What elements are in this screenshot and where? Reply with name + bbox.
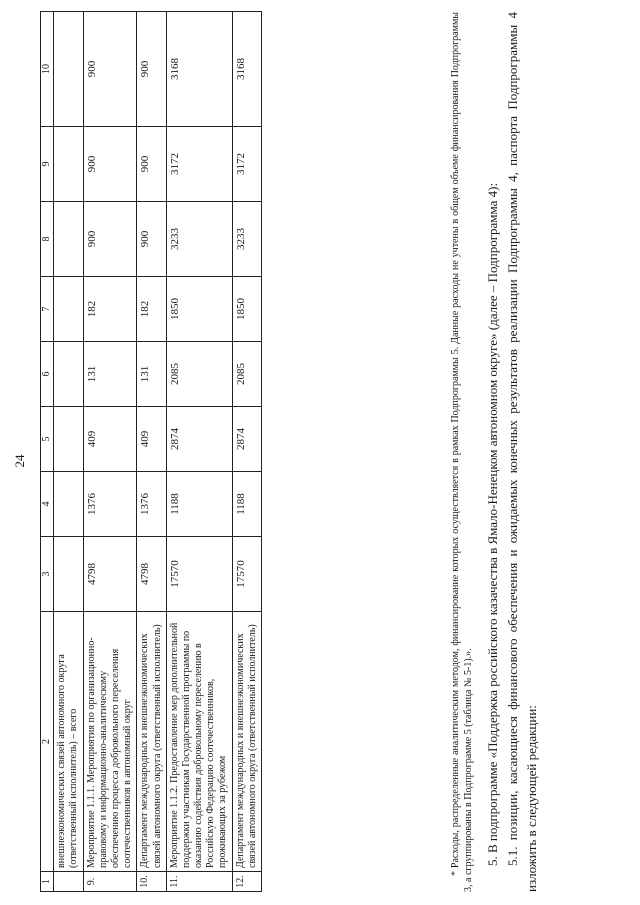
table-row (166, 12, 232, 892)
row-name-cell: Департамент международных и внешнеэкономических связей автономного округа (ответственный исполнитель) (137, 612, 166, 872)
value-cell: 409 (83, 407, 137, 472)
footnote: * Расходы, распределенные аналитическим методом, финансирование которых осуществляется в рамках Подпрограммы 5. Данные расходы не учтены в общем объеме финансирования Подпрограммы 3, а сгруппированы в Подпрограмме 5 (таблица № 5-1).». (450, 12, 474, 892)
value-cell (54, 277, 83, 342)
paragraph-5-1: 5.1. позиции, касающиеся финансового обеспечения и ожидаемых конечных результатов реализации Подпрограммы 4, паспорта Подпрограммы 4 изложить в следующей редакции: (504, 12, 539, 892)
value-cell (54, 202, 83, 277)
value-cell (54, 127, 83, 202)
value-cell: 3233 (166, 202, 232, 277)
value-cell (54, 407, 83, 472)
table-header-row (41, 12, 54, 892)
header-cell: 2 (41, 612, 54, 872)
value-cell: 2874 (232, 407, 261, 472)
row-number-cell (54, 872, 83, 892)
row-number-cell: 9. (83, 872, 137, 892)
value-cell: 1188 (232, 472, 261, 537)
row-name-cell: Департамент международных и внешнеэкономических связей автономного округа (ответственный исполнитель) (232, 612, 261, 872)
table-row (137, 12, 166, 892)
value-cell: 900 (137, 12, 166, 127)
value-cell: 182 (83, 277, 137, 342)
header-cell: 10 (41, 12, 54, 127)
value-cell: 1850 (166, 277, 232, 342)
row-name-cell: внешнеэкономических связей автономного округа (ответственный исполнитель) – всего (54, 612, 83, 872)
notes-block (450, 12, 542, 892)
value-cell: 17570 (232, 537, 261, 612)
value-cell: 4798 (137, 537, 166, 612)
table-row (83, 12, 137, 892)
value-cell (54, 342, 83, 407)
value-cell: 182 (137, 277, 166, 342)
value-cell: 4798 (83, 537, 137, 612)
value-cell: 131 (83, 342, 137, 407)
header-cell: 3 (41, 537, 54, 612)
value-cell: 1376 (137, 472, 166, 537)
value-cell: 131 (137, 342, 166, 407)
value-cell: 1376 (83, 472, 137, 537)
table-row-continuation (54, 12, 83, 892)
header-cell: 8 (41, 202, 54, 277)
rotated-page-content (40, 12, 600, 892)
header-cell: 4 (41, 472, 54, 537)
value-cell (54, 537, 83, 612)
page-number: 24 (12, 454, 27, 468)
value-cell: 3168 (232, 12, 261, 127)
header-cell: 6 (41, 342, 54, 407)
row-number-cell: 11. (166, 872, 232, 892)
value-cell: 2874 (166, 407, 232, 472)
value-cell: 2085 (166, 342, 232, 407)
row-name-cell: Мероприятие 1.1.2. Предоставление мер дополнительной поддержки участникам Государственной программы по оказанию содействия добровольному переселению в Российскую Федерацию соотечественников, проживающих за рубежом (166, 612, 232, 872)
value-cell: 900 (83, 12, 137, 127)
value-cell: 3168 (166, 12, 232, 127)
budget-table (40, 11, 262, 892)
value-cell: 3172 (166, 127, 232, 202)
value-cell: 2085 (232, 342, 261, 407)
row-number-cell: 12. (232, 872, 261, 892)
row-name-cell: Мероприятие 1.1.1. Мероприятия по организационно-правовому и информационно-аналитическому обеспечению процесса добровольного переселения соотечественников в автономный округ (83, 612, 137, 872)
value-cell (54, 12, 83, 127)
paragraph-5: 5. В подпрограмме «Поддержка российского казачества в Ямало-Ненецком автономном округе» (далее – Подпрограмма 4): (485, 182, 500, 866)
table-row (232, 12, 261, 892)
value-cell (54, 472, 83, 537)
value-cell: 3172 (232, 127, 261, 202)
header-cell: 9 (41, 127, 54, 202)
value-cell: 900 (83, 127, 137, 202)
row-number-cell: 10. (137, 872, 166, 892)
header-cell: 1 (41, 872, 54, 892)
header-cell: 7 (41, 277, 54, 342)
value-cell: 1850 (232, 277, 261, 342)
value-cell: 409 (137, 407, 166, 472)
value-cell: 900 (137, 127, 166, 202)
value-cell: 1188 (166, 472, 232, 537)
value-cell: 3233 (232, 202, 261, 277)
value-cell: 900 (83, 202, 137, 277)
header-cell: 5 (41, 407, 54, 472)
value-cell: 900 (137, 202, 166, 277)
value-cell: 17570 (166, 537, 232, 612)
